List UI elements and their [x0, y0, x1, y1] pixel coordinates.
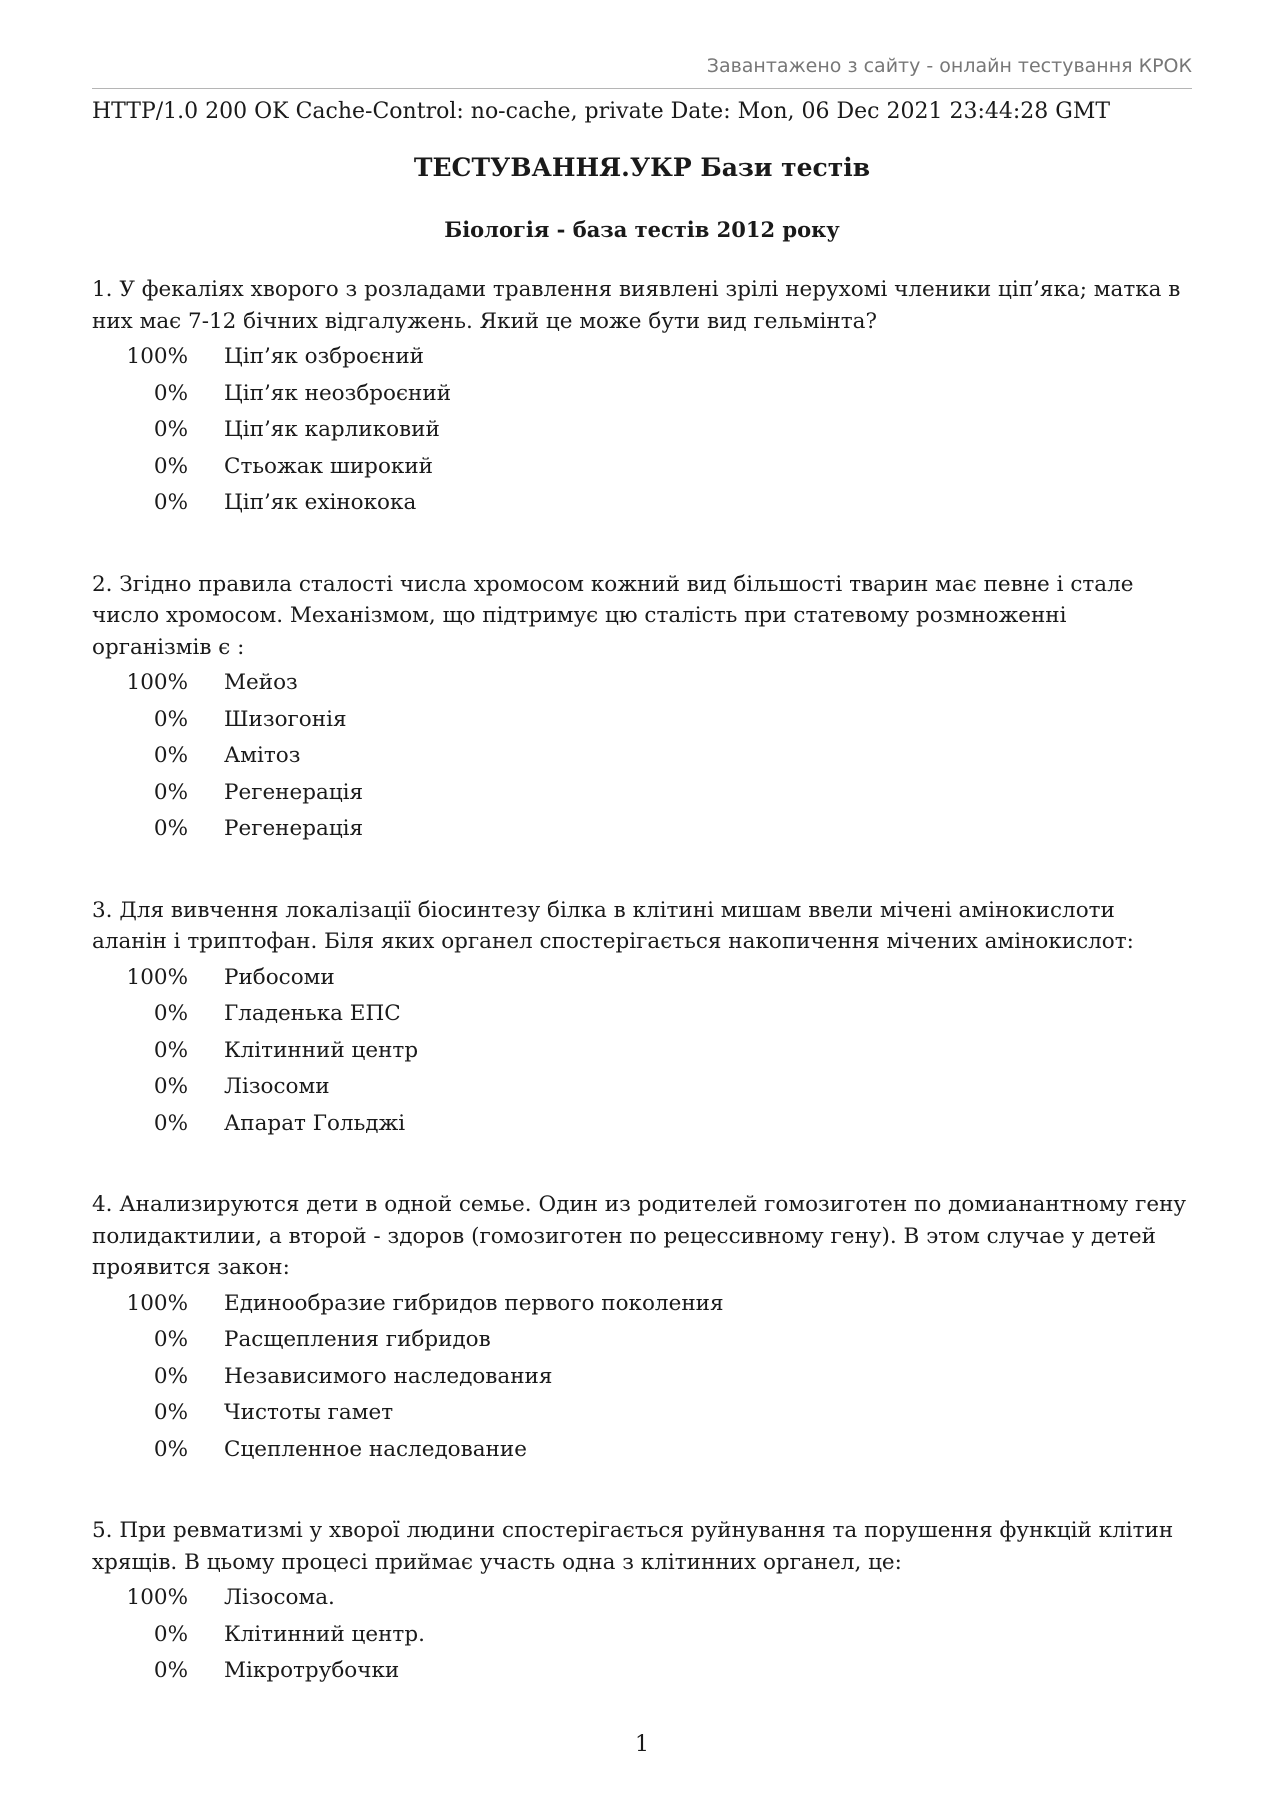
- page-number: 1: [635, 1732, 649, 1757]
- site-header-note: Завантажено з сайту - онлайн тестування КРОК: [706, 55, 1192, 77]
- answer-option: [92, 1322, 1192, 1359]
- answer-option: [92, 1106, 1192, 1143]
- answer-text: Регенерація: [224, 816, 364, 841]
- document-subtitle: Біологія - база тестів 2012 року: [444, 217, 840, 242]
- answer-text: Сцепленное наследование: [224, 1436, 527, 1462]
- answer-percent: 100%: [126, 1585, 188, 1610]
- answer-percent: 0%: [153, 1001, 188, 1026]
- answer-list: [92, 1286, 1192, 1469]
- answer-percent: 100%: [126, 344, 188, 369]
- header-divider: [92, 88, 1192, 89]
- answer-percent: 100%: [126, 964, 188, 990]
- answer-option: [92, 996, 1192, 1033]
- answer-list: [92, 339, 1192, 522]
- answer-percent: 0%: [153, 1400, 188, 1425]
- answer-percent: 0%: [153, 816, 188, 841]
- answer-text: Ціп’як карликовий: [224, 417, 440, 442]
- answer-text: Мікротрубочки: [224, 1658, 400, 1683]
- answer-percent: 0%: [153, 743, 188, 768]
- answer-text: Гладенька ЕПС: [224, 1001, 401, 1026]
- answer-option: [92, 376, 1192, 413]
- answer-option: [92, 449, 1192, 486]
- answer-percent: 0%: [153, 380, 188, 406]
- answer-text: Стьожак широкий: [224, 453, 433, 479]
- answer-percent: 0%: [153, 779, 188, 805]
- answer-option: [92, 1359, 1192, 1396]
- answer-option: [92, 1432, 1192, 1469]
- answer-text: Клітинний центр: [224, 1037, 419, 1063]
- http-response-line: HTTP/1.0 200 OK Cache-Control: no-cache, private Date: Mon, 06 Dec 2021 23:44:28 GMT: [92, 99, 1111, 124]
- question-block: [92, 895, 1192, 1143]
- answer-percent: 0%: [153, 1074, 188, 1099]
- answer-option: [92, 1617, 1192, 1654]
- answer-percent: 0%: [153, 417, 188, 442]
- answer-option: [92, 485, 1192, 522]
- answer-percent: 0%: [153, 1621, 188, 1647]
- answer-text: Ціп’як ехінокока: [224, 490, 417, 515]
- answer-text: Ціп’як озброєний: [224, 344, 424, 369]
- answer-text: Клітинний центр.: [224, 1621, 425, 1647]
- answer-text: Лізосома.: [224, 1585, 335, 1610]
- answer-text: Регенерація: [224, 779, 364, 805]
- answer-option: [92, 1033, 1192, 1070]
- answer-option: [92, 702, 1192, 739]
- answer-text: Мейоз: [224, 670, 298, 695]
- answer-list: [92, 1580, 1192, 1690]
- answer-option: [92, 1653, 1192, 1690]
- question-text: 3. Для вивчення локалізації біосинтезу білка в клітині мишам ввели мічені амінокислоти аланін і триптофан. Біля яких органел спостерігається накопичення мічених амінокислот:: [92, 897, 1134, 954]
- answer-text: Единообразие гибридов первого поколения: [224, 1290, 724, 1316]
- document-title: ТЕСТУВАННЯ.УКР Бази тестів: [413, 153, 871, 182]
- question-text: 5. При ревматизмі у хворої людини спостерігається руйнування та порушення функцій клітин хрящів. В цьому процесі приймає участь одна з клітинних органел, це:: [92, 1518, 1174, 1575]
- answer-percent: 0%: [153, 1363, 188, 1389]
- question-list: [92, 274, 1192, 1737]
- answer-percent: 100%: [126, 1290, 188, 1316]
- answer-option: [92, 1286, 1192, 1323]
- answer-option: [92, 775, 1192, 812]
- answer-percent: 0%: [153, 1658, 188, 1683]
- answer-percent: 100%: [126, 670, 188, 695]
- question-text: 4. Анализируются дети в одной семье. Один из родителей гомозиготен по домианантному гену полидактилии, а второй - здоров (гомозиготен по рецессивному гену). В этом случае у детей проявится закон:: [92, 1192, 1187, 1280]
- answer-text: Расщепления гибридов: [224, 1327, 491, 1352]
- answer-percent: 0%: [153, 1436, 188, 1462]
- answer-percent: 0%: [153, 490, 188, 515]
- answer-text: Независимого наследования: [224, 1363, 553, 1389]
- question-text: 2. Згідно правила сталості числа хромосом кожний вид більшості тварин має певне і стале число хромосом. Механізмом, що підтримує цю сталість при статевому розмноженні організмів є :: [92, 571, 1134, 660]
- question-block: [92, 274, 1192, 522]
- answer-option: [92, 412, 1192, 449]
- question-block: [92, 1189, 1192, 1468]
- question-block: [92, 569, 1192, 848]
- answer-list: [92, 960, 1192, 1143]
- answer-percent: 0%: [153, 1327, 188, 1352]
- answer-list: [92, 665, 1192, 848]
- question-text: 1. У фекаліях хворого з розладами травлення виявлені зрілі нерухомі членики ціп’яка; матка в них має 7-12 бічних відгалужень. Який це може бути вид гельмінта?: [92, 277, 1181, 334]
- answer-text: Апарат Гольджі: [224, 1110, 406, 1136]
- answer-option: [92, 960, 1192, 997]
- answer-percent: 0%: [153, 453, 188, 479]
- answer-option: [92, 665, 1192, 702]
- answer-text: Рибосоми: [224, 964, 335, 990]
- answer-text: Чистоты гамет: [224, 1400, 394, 1425]
- answer-option: [92, 339, 1192, 376]
- answer-option: [92, 811, 1192, 848]
- answer-option: [92, 1069, 1192, 1106]
- answer-text: Шизогонія: [224, 706, 347, 732]
- answer-text: Амітоз: [224, 743, 301, 768]
- answer-percent: 0%: [153, 706, 188, 732]
- answer-option: [92, 1395, 1192, 1432]
- answer-text: Ціп’як неозброєний: [224, 380, 452, 406]
- answer-percent: 0%: [153, 1037, 188, 1063]
- answer-option: [92, 738, 1192, 775]
- question-block: [92, 1515, 1192, 1690]
- answer-text: Лізосоми: [224, 1074, 330, 1099]
- answer-option: [92, 1580, 1192, 1617]
- answer-percent: 0%: [153, 1110, 188, 1136]
